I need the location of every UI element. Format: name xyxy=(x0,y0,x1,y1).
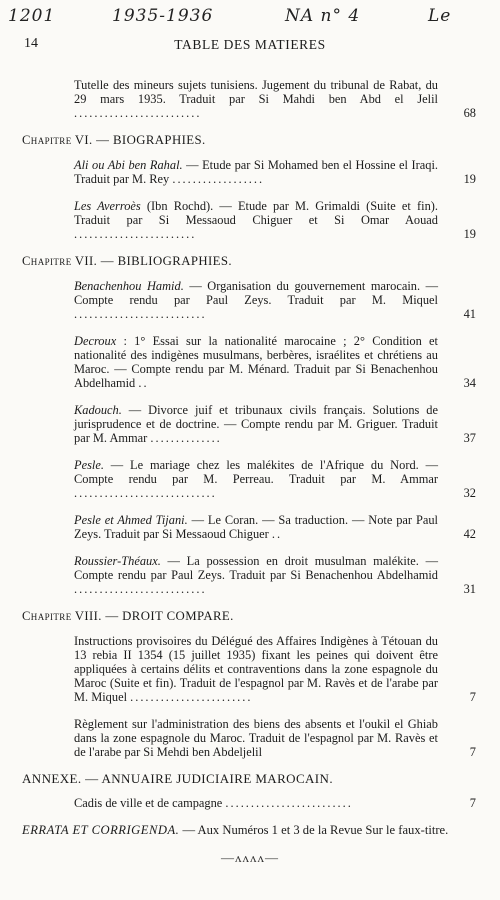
toc-entry xyxy=(22,458,478,500)
dot-leader: .......................... xyxy=(74,582,207,596)
handwritten-annotations xyxy=(0,4,500,32)
entry-description: Règlement sur l'administration des biens des absents et l'oukil el Ghiab dans la zone espagnole du Maroc. Traduit de l'espagnol par M. Ravès et de l'arabe par Si Mehdi ben Abdeljelil xyxy=(74,717,438,759)
chapter-label: Chapitre VII. xyxy=(22,254,98,268)
handwritten-note: 1935-1936 xyxy=(112,6,214,26)
chapter-heading: Chapitre VII. — BIBLIOGRAPHIES. xyxy=(22,254,232,268)
page-reference: 7 xyxy=(469,690,476,704)
page-reference: 68 xyxy=(463,106,476,120)
page-reference: 32 xyxy=(463,486,476,500)
page-reference: 31 xyxy=(463,582,476,596)
toc-entry xyxy=(22,334,478,390)
toc-entry xyxy=(22,513,478,541)
dot-leader: ............................ xyxy=(74,486,217,500)
chapter-label: Chapitre VIII. xyxy=(22,609,102,623)
entry-author: Decroux xyxy=(74,334,117,348)
page-reference: 7 xyxy=(469,745,476,759)
entry-author: Roussier-Théaux. xyxy=(74,554,161,568)
page-reference: 42 xyxy=(463,527,476,541)
entry-description: (Ibn Rochd). — Etude par M. Grimaldi (Suite et fin). Traduit par Si Messaoud Chiguer et Si Omar Aouad xyxy=(74,199,438,227)
entry-text xyxy=(22,78,478,120)
toc-entry xyxy=(22,279,478,321)
entry-description: — La possession en droit musulman malékite. — Compte rendu par Paul Zeys. Traduit par Si Benachenhou Abdelhamid xyxy=(74,554,438,582)
entry-description: — Divorce juif et tribunaux civils français. Solutions de jurisprudence et de doctrine. — Compte rendu par M. Griguer. Traduit par M. Ammar xyxy=(74,403,438,445)
dot-leader: ......................... xyxy=(225,796,353,810)
entry-description: — Organisation du gouvernement marocain. — Compte rendu par Paul Zeys. Traduit par M. Miquel xyxy=(74,279,439,307)
dot-leader: .. xyxy=(271,527,283,541)
chapter-heading: Chapitre VIII. — DROIT COMPARE. xyxy=(22,609,234,623)
entry-author: Ali ou Abi ben Rahal. xyxy=(74,158,183,172)
page-number: 14 xyxy=(24,36,38,51)
entry-description: : 1° Essai sur la nationalité marocaine ; 2° Condition et nationalité des indigènes musulmans, berbères, israélites et chrétiens au Maroc. — Compte rendu par M. Ménard. Traduit par Si Benachenhou Abdelhamid xyxy=(74,334,438,390)
entry-author: Benachenhou Hamid. xyxy=(74,279,184,293)
chapter-title: BIBLIOGRAPHIES. xyxy=(117,254,232,268)
entry-author: Pesle. xyxy=(74,458,104,472)
annexe-heading: ANNEXE. — ANNUAIRE JUDICIAIRE MAROCAIN. xyxy=(22,771,333,786)
page-reference: 19 xyxy=(463,172,476,186)
dot-leader: .............. xyxy=(150,431,222,445)
page-reference: 7 xyxy=(469,796,476,810)
entry-description: Cadis de ville et de campagne xyxy=(74,796,223,810)
handwritten-note: 1201 xyxy=(8,6,56,26)
handwritten-note: NA n° 4 xyxy=(285,6,361,26)
chapter-label: Chapitre VI. xyxy=(22,133,93,147)
dot-leader: .......................... xyxy=(74,307,207,321)
page-reference: 19 xyxy=(463,227,476,241)
entry-author: Kadouch. xyxy=(74,403,122,417)
errata-text: — Aux Numéros 1 et 3 de la Revue Sur le faux-titre. xyxy=(179,823,449,837)
errata-note xyxy=(22,823,478,837)
toc-entry xyxy=(22,78,478,120)
handwritten-note: Le xyxy=(428,6,452,26)
entry-author: Pesle et Ahmed Tijani. xyxy=(74,513,188,527)
toc-entry xyxy=(22,717,478,759)
table-of-contents xyxy=(22,78,478,837)
page-header xyxy=(24,36,476,56)
page-reference: 34 xyxy=(463,376,476,390)
toc-entry xyxy=(22,634,478,704)
dot-leader: ........................ xyxy=(74,227,197,241)
entry-description: Instructions provisoires du Délégué des Affaires Indigènes à Tétouan du 13 rebia II 1354 (15 juillet 1935) fixant les peines qui doivent être appliquées à certains délits et contraventions dans la zone espagnole du Maroc (Suite et fin). Traduit de l'espagnol par M. Ravès et de l'arabe par M. Miquel xyxy=(74,634,438,704)
page-reference: 41 xyxy=(463,307,476,321)
running-title: TABLE DES MATIERES xyxy=(174,37,326,52)
chapter-title: DROIT COMPARE. xyxy=(122,609,234,623)
toc-entry xyxy=(22,796,478,810)
chapter-title: BIOGRAPHIES. xyxy=(112,133,206,147)
dot-leader: ......................... xyxy=(74,106,202,120)
page-reference: 37 xyxy=(463,431,476,445)
toc-entry xyxy=(22,403,478,445)
errata-heading: ERRATA ET CORRIGENDA. xyxy=(22,823,180,837)
toc-entry xyxy=(22,199,478,241)
entry-description: — Le Coran. — Sa traduction. — Note par Paul Zeys. Traduit par Si Messaoud Chiguer xyxy=(74,513,438,541)
chapter-heading: Chapitre VI. — BIOGRAPHIES. xyxy=(22,133,206,147)
ornament-divider: —ᴧᴧᴧᴧ— xyxy=(221,850,279,865)
dot-leader: .................. xyxy=(172,172,265,186)
dot-leader: .. xyxy=(138,376,149,390)
entry-author: Les Averroès xyxy=(74,199,141,213)
toc-entry xyxy=(22,554,478,596)
toc-entry xyxy=(22,158,478,186)
entry-description: — Etude par Si Mohamed ben el Hossine el Iraqi. Traduit par M. Rey xyxy=(74,158,438,186)
entry-description: — Le mariage chez les malékites de l'Afrique du Nord. — Compte rendu par M. Perreau. Traduit par M. Ammar xyxy=(74,458,438,486)
dot-leader: ........................ xyxy=(130,690,253,704)
entry-description: Tutelle des mineurs sujets tunisiens. Jugement du tribunal de Rabat, du 29 mars 1935. Traduit par Si Mahdi ben Abd el Jelil xyxy=(74,78,438,106)
